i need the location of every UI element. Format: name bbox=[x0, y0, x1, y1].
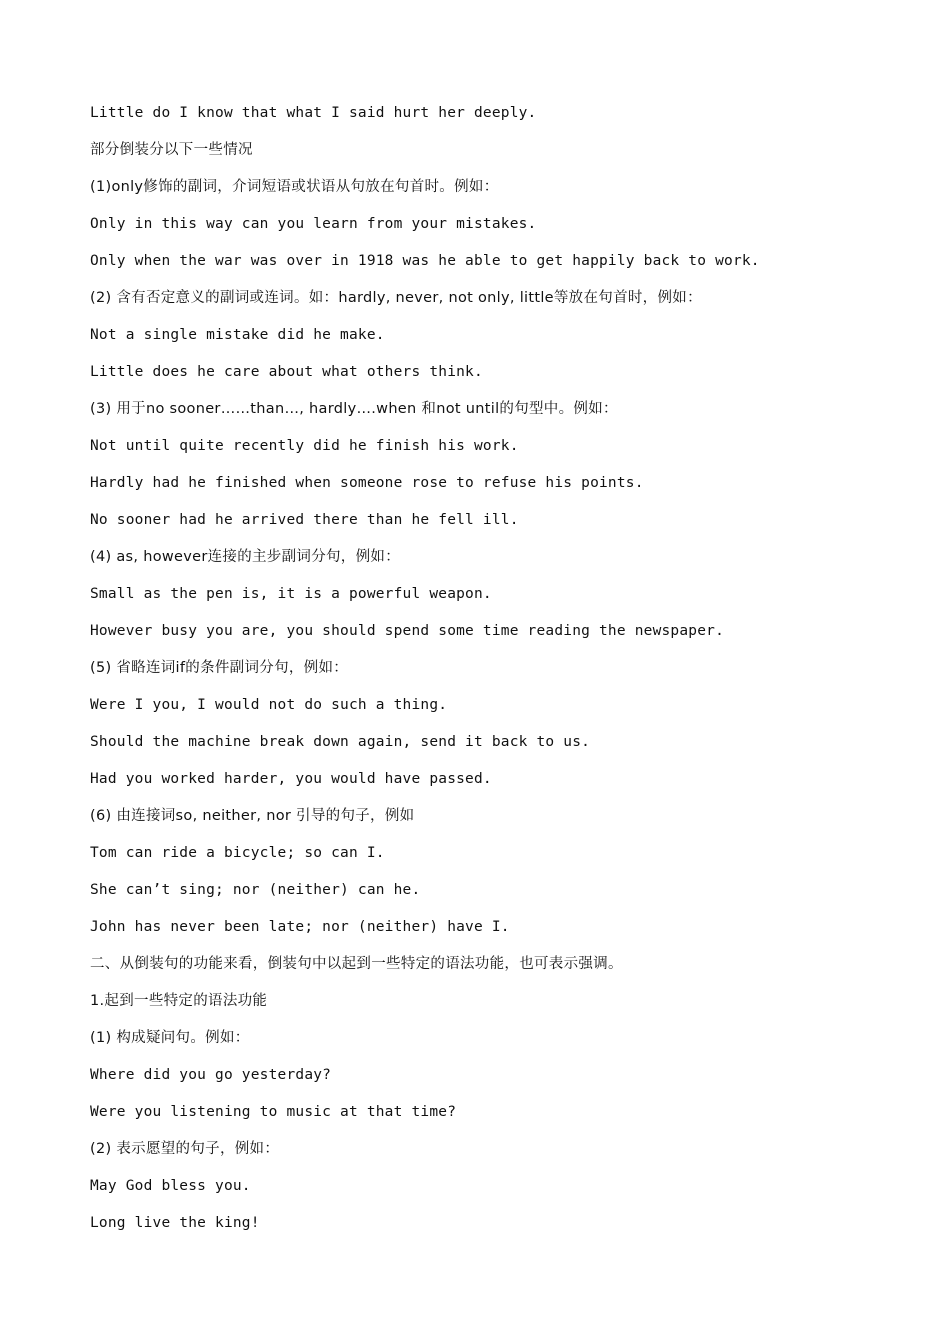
text-line: Tom can ride a bicycle; so can I. bbox=[90, 845, 385, 861]
text-line: Not until quite recently did he finish his work. bbox=[90, 438, 519, 454]
text-line: Where did you go yesterday? bbox=[90, 1067, 332, 1083]
text-line: May God bless you. bbox=[90, 1178, 251, 1194]
text-line: 二、从倒装句的功能来看，倒装句中以起到一些特定的语法功能，也可表示强调。 bbox=[90, 956, 623, 972]
text-line: Little does he care about what others think. bbox=[90, 364, 483, 380]
text-line: (2) 含有否定意义的副词或连词。如：hardly, never, not only, little等放在句首时，例如： bbox=[90, 290, 702, 306]
text-line: Had you worked harder, you would have passed. bbox=[90, 771, 492, 787]
text-line: (1) 构成疑问句。例如： bbox=[90, 1030, 250, 1046]
text-line: She can’t sing; nor (neither) can he. bbox=[90, 882, 421, 898]
text-line: Were I you, I would not do such a thing. bbox=[90, 697, 448, 713]
text-line: 1.起到一些特定的语法功能 bbox=[90, 993, 268, 1009]
text-line: 部分倒装分以下一些情况 bbox=[90, 142, 253, 158]
text-line: Little do I know that what I said hurt her deeply. bbox=[90, 105, 537, 121]
text-line: (1)only修饰的副词，介词短语或状语从句放在句首时。例如： bbox=[90, 179, 499, 195]
text-line: Should the machine break down again, send it back to us. bbox=[90, 734, 591, 750]
text-line: Were you listening to music at that time? bbox=[90, 1104, 457, 1120]
text-line: Not a single mistake did he make. bbox=[90, 327, 385, 343]
text-line: (2) 表示愿望的句子，例如： bbox=[90, 1141, 280, 1157]
text-line: Long live the king! bbox=[90, 1215, 260, 1231]
text-line: (3) 用于no sooner……than…, hardly….when 和not until的句型中。例如： bbox=[90, 401, 618, 417]
text-line: No sooner had he arrived there than he fell ill. bbox=[90, 512, 519, 528]
text-line: (4) as, however连接的主步副词分句，例如： bbox=[90, 549, 401, 565]
text-line: However busy you are, you should spend some time reading the newspaper. bbox=[90, 623, 725, 639]
text-line: Only in this way can you learn from your mistakes. bbox=[90, 216, 537, 232]
document-body bbox=[90, 102, 910, 1249]
text-line: Only when the war was over in 1918 was he able to get happily back to work. bbox=[90, 253, 760, 269]
text-line: John has never been late; nor (neither) have I. bbox=[90, 919, 510, 935]
text-line: Small as the pen is, it is a powerful weapon. bbox=[90, 586, 492, 602]
text-line: (6) 由连接词so, neither, nor 引导的句子，例如 bbox=[90, 808, 415, 824]
text-line: Hardly had he finished when someone rose to refuse his points. bbox=[90, 475, 644, 491]
text-line: (5) 省略连词if的条件副词分句，例如： bbox=[90, 660, 349, 676]
